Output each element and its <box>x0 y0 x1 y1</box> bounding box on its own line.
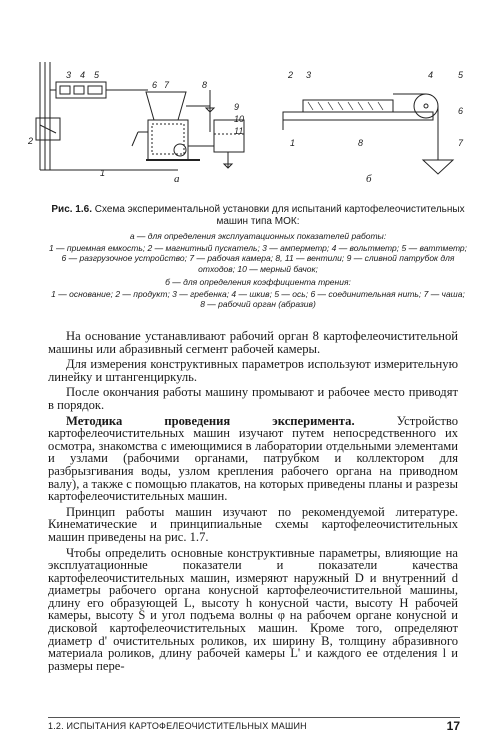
paragraph-3: После окончания работы машину промывают и рабочее место приводят в порядок. <box>48 385 458 412</box>
paragraph-2: Для измерения конструктивных параметров используют измерительную линейку и штангенциркуль. <box>48 357 458 384</box>
label-b-7: 7 <box>458 138 464 148</box>
label-a-9: 9 <box>234 102 240 112</box>
experimental-setup-diagram <box>28 50 478 200</box>
label-b-8: 8 <box>358 138 364 148</box>
caption-title-text: Схема экспериментальной установки для испытаний картофелеочистительных машин типа МОК: <box>94 204 465 227</box>
paragraph-1: На основание устанавливают рабочий орган 8 картофелеочистительной машины или абразивный сегмент рабочей камеры. <box>48 329 458 356</box>
body-text <box>48 330 458 672</box>
caption-sub-a: а — для определения эксплуатационных показателей работы: <box>129 231 387 241</box>
caption-sub-b: б — для определения коэффициента трения: <box>165 277 351 287</box>
page-footer <box>48 717 460 734</box>
label-a-11: 11 <box>234 126 244 136</box>
label-a-1: 1 <box>100 168 106 178</box>
figure-1-6 <box>28 50 478 200</box>
paragraph-6: Чтобы определить основные конструктивные параметры, влияющие на эксплуатационные показатели и показатели качества картофелеочистительных машин, измеряют наружный D и внутренний d диаметры рабочего органа конусной картофелеочистительной машины, длину его образующей L, высоту h конусной части, высоту H рабочей камеры, высоту S и угол подъема волны φ на рабочем органе конусной и дисковой картофелеочистительных машин. Кроме того, определяют диаметр d' очистительных роликов, их ширину B, толщину абразивного материала роликов, длину рабочей камеры L' и каждого ее отделения l и размеры пере- <box>48 545 458 673</box>
paragraph-4 <box>48 415 458 503</box>
label-a-7: 7 <box>164 80 170 90</box>
label-b-6: 6 <box>458 106 464 116</box>
label-a-3: 3 <box>66 70 72 80</box>
caption-legend-b: 1 — основание; 2 — продукт; 3 — гребенка; 4 — шкив; 5 — ось; 6 — соединительная нить; 7 — чаша; 8 — рабочий орган (абразив) <box>51 288 465 309</box>
label-b-5: 5 <box>458 70 464 80</box>
label-a-4: 4 <box>80 70 86 80</box>
label-a-6: 6 <box>152 80 158 90</box>
label-a-2: 2 <box>28 136 34 146</box>
label-a-10: 10 <box>234 114 245 124</box>
figure-caption <box>48 204 468 310</box>
method-text: Устройство картофелеочистительных машин изучают путем непосредственного их осмотра, знакомства с имеющимися в лаборатории отдельными элементами и узлами (рабочими органами, патрубком и коллектором для разбрызгивания воды, узлом крепления рабочего органа на приводном валу), а также с помощью плакатов, на которых приведены планы и разрезы картофелеочистительных машин. <box>48 413 458 504</box>
label-a-8: 8 <box>202 80 208 90</box>
caption-title <box>48 204 468 228</box>
caption-fig-label: Рис. 1.6. <box>51 204 92 215</box>
label-b-3: 3 <box>306 70 312 80</box>
scheme-a-letter: а <box>174 173 180 185</box>
method-heading: Методика проведения эксперимента. <box>66 413 355 428</box>
label-a-5: 5 <box>94 70 100 80</box>
scheme-b-letter: б <box>366 173 372 185</box>
page-number: 17 <box>446 719 460 733</box>
label-b-2: 2 <box>288 70 294 80</box>
label-b-1: 1 <box>290 138 296 148</box>
caption-legend-a: 1 — приемная емкость; 2 — магнитный пускатель; 3 — амперметр; 4 — вольтметр; 5 — ваттметр; 6 — разгрузочное устройство; 7 — рабочая камера; 8, 11 — вентили; 9 — сливной патрубок для отходов; 10 — мерный бачок; <box>48 242 468 274</box>
running-head: 1.2. ИСПЫТАНИЯ КАРТОФЕЛЕОЧИСТИТЕЛЬНЫХ МАШИН <box>48 721 307 731</box>
label-b-4: 4 <box>428 70 434 80</box>
paragraph-5: Принцип работы машин изучают по рекомендуемой литературе. Кинематические и принципиальные схемы картофелеочистительных машин приведены на рис. 1.7. <box>48 504 458 544</box>
